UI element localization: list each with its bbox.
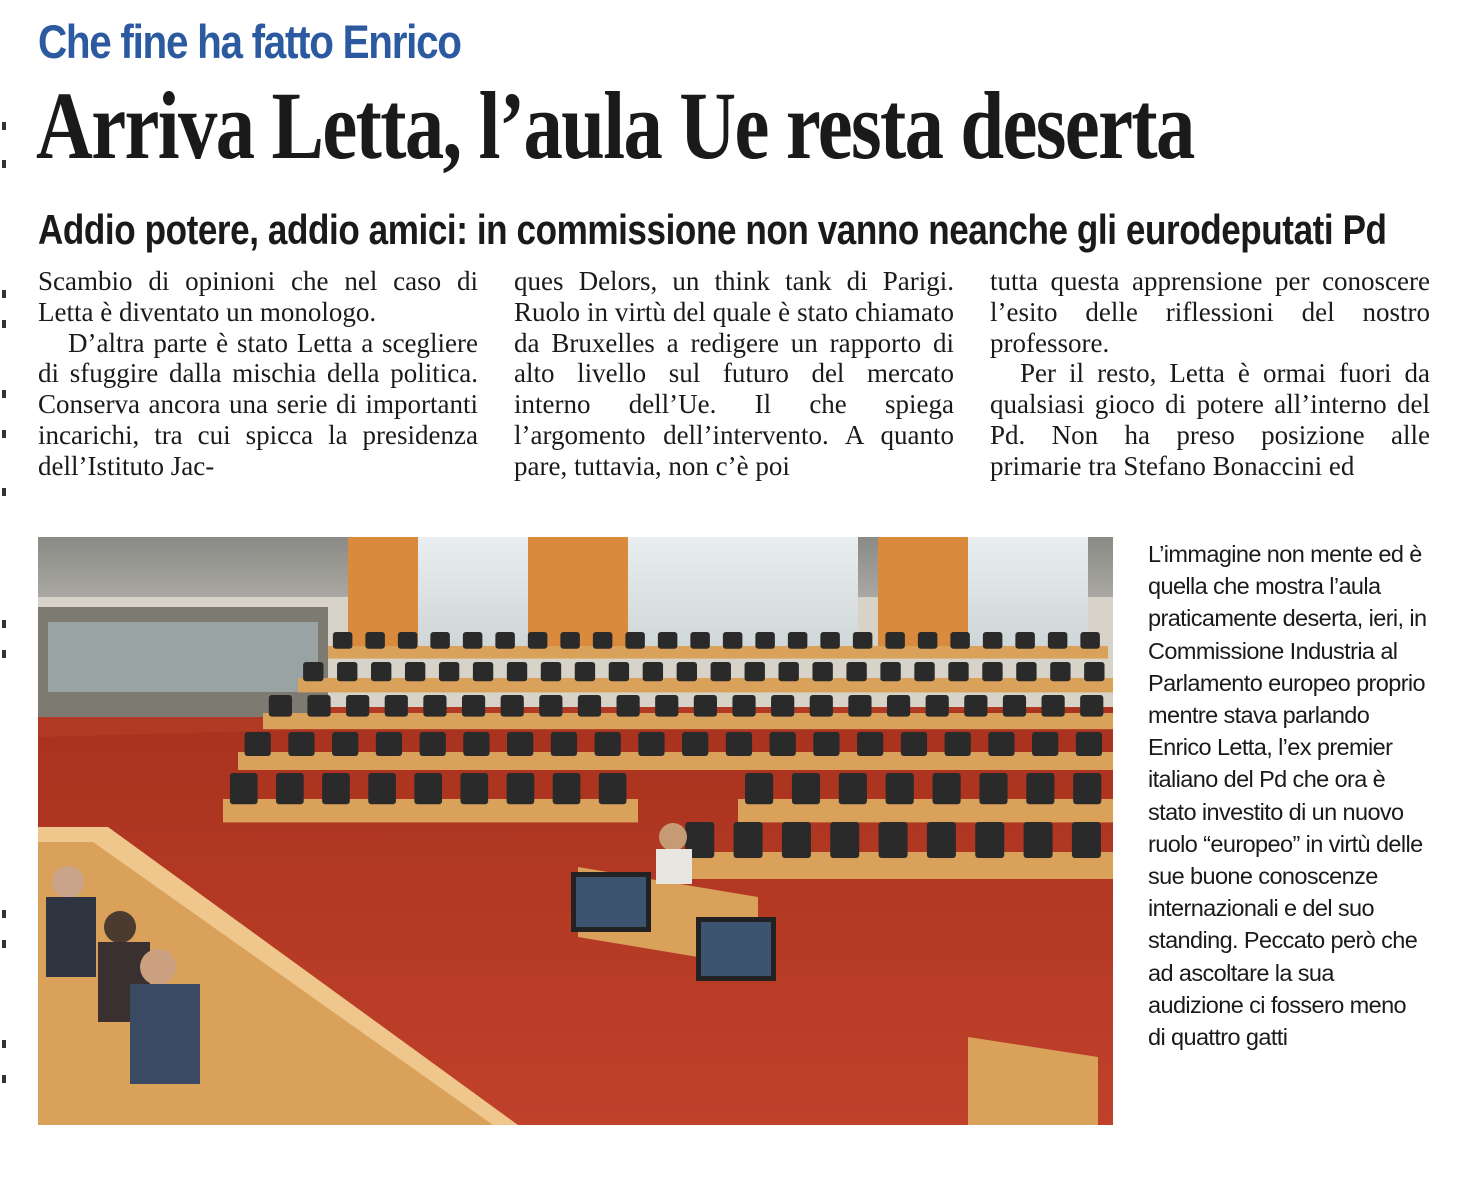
person: [140, 949, 176, 985]
body-column-1: [38, 266, 478, 516]
chair: [617, 695, 640, 717]
chair: [507, 732, 533, 756]
chair: [1042, 695, 1065, 717]
chair: [539, 695, 562, 717]
chair: [593, 632, 613, 649]
chair: [792, 773, 820, 804]
chair: [346, 695, 369, 717]
article-kicker: Che fine ha fatto Enrico: [38, 15, 461, 68]
chair: [578, 695, 601, 717]
chair: [964, 695, 987, 717]
chair: [423, 695, 446, 717]
chair: [269, 695, 292, 717]
chair: [385, 695, 408, 717]
chair: [609, 662, 629, 681]
chair: [307, 695, 330, 717]
chair: [690, 632, 710, 649]
chair: [880, 662, 900, 681]
body-paragraph: tutta questa apprensione per conoscere l’esito delle riflessioni del nostro professore.: [990, 266, 1430, 358]
chair: [528, 632, 548, 649]
chair: [857, 732, 883, 756]
chair: [1015, 632, 1035, 649]
chair: [782, 822, 811, 858]
chair: [926, 695, 949, 717]
body-paragraph: Scambio di opinioni che nel caso di Letta è diventato un monologo.: [38, 266, 478, 327]
chair: [414, 773, 442, 804]
chair: [1073, 773, 1101, 804]
article-subheadline: Addio potere, addio amici: in commissione non vanno neanche gli eurodeputati Pd: [38, 206, 1387, 253]
chair: [745, 662, 765, 681]
body-paragraph: ques Delors, un think tank di Parigi. Ruolo in virtù del quale è stato chiamato da Bruxelles a redigere un rapporto di alto livello sul futuro del mercato interno dell’Ue. Il che spiega l’argomento dell’intervento. A quanto pare, tuttavia, non c’è poi: [514, 266, 954, 481]
chair: [810, 695, 833, 717]
chair: [975, 822, 1004, 858]
chair: [337, 662, 357, 681]
chair: [288, 732, 314, 756]
chair: [901, 732, 927, 756]
desk-row: [238, 752, 1113, 770]
chair: [848, 695, 871, 717]
chair: [365, 632, 385, 649]
chair: [948, 662, 968, 681]
chair: [813, 732, 839, 756]
chair: [1080, 695, 1103, 717]
chair: [495, 632, 515, 649]
photo-caption: L’immagine non mente ed è quella che mostra l’aula praticamente deserta, ieri, in Commissione Industria al Parlamento europeo proprio mentre stava parlando Enrico Letta, l’ex premier italiano del Pd che ora è stato investito di un nuovo ruolo “europeo” in virtù delle sue buone conoscenze internazionali e del suo standing. Peccato però che ad ascoltare la sua audizione ci fossero meno di quattro gatti: [1148, 541, 1427, 1051]
chair: [245, 732, 271, 756]
chair: [658, 632, 678, 649]
chair: [726, 732, 752, 756]
chair: [1050, 662, 1070, 681]
chair: [1024, 822, 1053, 858]
chair: [655, 695, 678, 717]
chair: [553, 773, 581, 804]
parliament-hall-photo: [38, 537, 1113, 1125]
chair: [887, 695, 910, 717]
window-left: [418, 537, 528, 647]
chair: [460, 773, 488, 804]
chair: [677, 662, 697, 681]
chair: [771, 695, 794, 717]
chair: [1072, 822, 1101, 858]
chair: [846, 662, 866, 681]
margin-crop-marks: [0, 0, 10, 1196]
chair: [988, 732, 1014, 756]
chair: [983, 632, 1003, 649]
chair: [333, 632, 353, 649]
article-headline: Arriva Letta, l’aula Ue resta deserta: [36, 72, 1194, 179]
chair: [439, 662, 459, 681]
monitor-screen: [701, 922, 771, 976]
chair: [788, 632, 808, 649]
chair: [918, 632, 938, 649]
person: [52, 866, 84, 898]
chair: [853, 632, 873, 649]
chair: [405, 662, 425, 681]
chair: [755, 632, 775, 649]
chair: [303, 662, 323, 681]
chair: [1016, 662, 1036, 681]
chair: [430, 632, 450, 649]
chair: [879, 822, 908, 858]
chair: [812, 662, 832, 681]
body-column-2: [514, 266, 954, 516]
chair: [950, 632, 970, 649]
chair: [507, 662, 527, 681]
chair: [560, 632, 580, 649]
chair: [643, 662, 663, 681]
chair: [945, 732, 971, 756]
chair: [473, 662, 493, 681]
chair: [1026, 773, 1054, 804]
chair: [462, 695, 485, 717]
chair: [332, 732, 358, 756]
chair: [682, 732, 708, 756]
chair: [501, 695, 524, 717]
chair: [638, 732, 664, 756]
chair: [595, 732, 621, 756]
chair: [625, 632, 645, 649]
chair: [599, 773, 627, 804]
chair: [839, 773, 867, 804]
chair: [979, 773, 1007, 804]
chair: [886, 773, 914, 804]
chair: [1080, 632, 1100, 649]
chair: [933, 773, 961, 804]
chair: [398, 632, 418, 649]
chair: [463, 632, 483, 649]
chair: [734, 822, 763, 858]
chair: [779, 662, 799, 681]
chair: [230, 773, 258, 804]
monitor-screen: [576, 877, 646, 927]
chair: [276, 773, 304, 804]
chair: [732, 695, 755, 717]
chair: [463, 732, 489, 756]
chair: [541, 662, 561, 681]
chair: [575, 662, 595, 681]
body-paragraph: D’altra parte è stato Letta a scegliere di sfuggire dalla mischia della politica. Conserva ancora una serie di importanti incarichi, tra cui spicca la presidenza dell’Istituto Jac-: [38, 327, 478, 481]
window-right: [968, 537, 1088, 647]
chair: [830, 822, 859, 858]
chair: [927, 822, 956, 858]
wood-panel: [528, 537, 628, 647]
chair: [551, 732, 577, 756]
chair: [368, 773, 396, 804]
chair: [1076, 732, 1102, 756]
person: [104, 911, 136, 943]
person: [130, 984, 200, 1084]
chair: [322, 773, 350, 804]
chair: [820, 632, 840, 649]
chair: [723, 632, 743, 649]
chair: [982, 662, 1002, 681]
chair: [694, 695, 717, 717]
booth-glass: [48, 622, 318, 692]
chair: [1032, 732, 1058, 756]
person: [46, 897, 96, 977]
chair: [1084, 662, 1104, 681]
chair: [1003, 695, 1026, 717]
body-column-3: [990, 266, 1430, 516]
chair: [711, 662, 731, 681]
body-paragraph: Per il resto, Letta è ormai fuori da qualsiasi gioco di potere all’interno del Pd. Non ha preso posizione alle primarie tra Stefano Bonaccini ed: [990, 358, 1430, 481]
chair: [914, 662, 934, 681]
speaker: [659, 823, 687, 851]
speaker: [656, 849, 692, 884]
chair: [1048, 632, 1068, 649]
chair: [770, 732, 796, 756]
chair: [371, 662, 391, 681]
chair: [376, 732, 402, 756]
chair: [420, 732, 446, 756]
chair: [885, 632, 905, 649]
chair: [745, 773, 773, 804]
wood-panel: [878, 537, 968, 647]
chair: [507, 773, 535, 804]
